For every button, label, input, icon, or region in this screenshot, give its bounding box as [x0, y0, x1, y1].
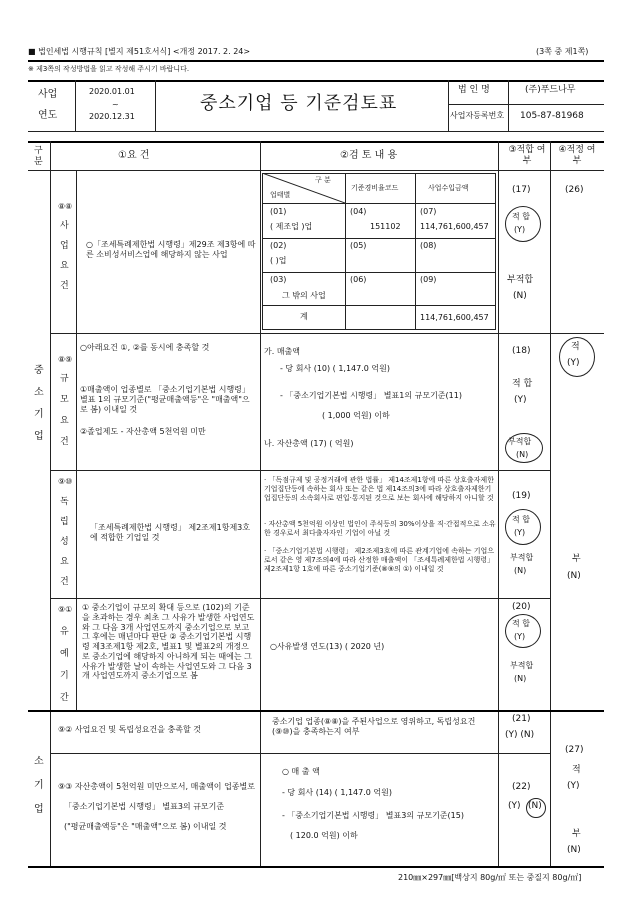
- row89-rev-a3: ( 1,000 억원) 이하: [322, 411, 390, 420]
- row93-fit-y: (Y): [508, 801, 521, 811]
- row93-rev-3: - 「중소기업기본법 시행령」 별표3의 규모기준(15): [282, 811, 464, 820]
- row93-fit-no: (22): [512, 782, 531, 792]
- r1-amount: 114,761,600,457: [420, 222, 489, 231]
- title-bottom-rule: [28, 131, 604, 132]
- row89-req-3: ②졸업제도 - 자산총액 5천억원 미만: [80, 427, 206, 436]
- total-label: 계: [300, 312, 308, 321]
- row89-fit2-ok: 적: [571, 342, 580, 352]
- instruction-note: ※ 제3쪽의 작성방법을 읽고 작성해 주시기 바랍니다.: [28, 65, 190, 73]
- table-col-code: 기준경비율코드: [351, 184, 399, 192]
- row89-req-1: ○아래요건 ①, ②를 동시에 충족할 것: [80, 343, 210, 352]
- row88-fit-ok-y: (Y): [514, 225, 526, 234]
- row92-fit2-ok-y: (Y): [567, 781, 580, 791]
- r1-code-no: (04): [350, 207, 367, 216]
- row92-requirement: ⑨② 사업요건 및 독립성요건을 충족할 것: [58, 725, 201, 734]
- row91-requirement: ① 중소기업이 규모의 확대 등으로 (102)의 기준을 초과하는 경우 최초 그 사유가 발생한 사업연도와 그 다음 3개 사업연도까지 중소기업으로 보고 그 후에는 매년마다 판단 ② 중소기업기본법 시행령 제3조제1항 제2호, 별표1 및 별표2의 개정으로 중소기업에 해당하지 아니하게 되는 때에는 그 사유가 발생한 날이 속하는 사업연도와 그 다음 3개 사업연도까지 중소기업으로 봄: [82, 603, 255, 681]
- col-fit: ③적합 여부: [508, 145, 546, 167]
- row89-rev-a: 가. 매출액: [264, 347, 300, 356]
- r3-type: 그 밖의 사업: [282, 291, 326, 300]
- row93-rev-1: ○ 매 출 액: [282, 767, 320, 776]
- row89-fit-bad-n: (N): [516, 450, 529, 459]
- row89-rev-a2: - 「중소기업기본법 시행령」 별표1의 규모기준(11): [280, 391, 462, 400]
- row90-fit-bad: 부적합: [510, 553, 534, 562]
- row90-rev-3: · 「중소기업기본법 시행령」 제2조제3호에 따른 관계기업에 속하는 기업으로서 같은 영 제7조의4에 따라 산정한 매출액이 「조세특례제한법 시행령」 제2조제1항 1호에 따른 중소기업기준(⑧⑨의 ①) 이내일 것: [264, 547, 495, 573]
- biz-no: 105-87-81968: [520, 111, 584, 121]
- row90-requirement: 「조세특례제한법 시행령」 제2조제1항제3호에 적합한 기업일 것: [90, 523, 251, 542]
- row91-fit-bad: 부적합: [510, 661, 534, 670]
- row89-req-2: ①매출액이 업종별로 「중소기업기본법 시행령」별표 1의 규모기준("평균매출액등"은 "매출액"으로 봄) 이내일 것: [80, 385, 250, 414]
- row92-fit2-no: (27): [565, 745, 584, 755]
- year-label-2: 연도: [38, 110, 58, 121]
- row90-fit-ok: 적 합: [512, 515, 530, 524]
- form-title: 중소기업 등 기준검토표: [200, 93, 398, 114]
- page-indicator: (3쪽 중 제1쪽): [536, 47, 589, 56]
- row90-fit-no: (19): [512, 491, 531, 501]
- row89-rev-a1: - 당 회사 (10) ( 1,147.0 억원): [280, 364, 390, 373]
- table-corner-bottom: 업태별: [270, 191, 291, 199]
- row93-req-2: 「중소기업기본법 시행령」 별표3의 규모기준: [64, 802, 225, 811]
- law-reference: ■ 법인세법 시행규칙 [별지 제51호서식] <개정 2017. 2. 24>: [28, 47, 251, 56]
- corp-name: (주)푸드나무: [525, 85, 576, 95]
- total-amount: 114,761,600,457: [420, 313, 489, 322]
- row91-fit-ok-y: (Y): [514, 632, 526, 641]
- row93-req-3: ("평균매출액등"은 "매출액"으로 봄) 이내일 것: [64, 822, 227, 831]
- row89-fit-ok-y: (Y): [514, 395, 527, 405]
- row93-fit2-bad-n: (N): [567, 845, 581, 855]
- r1-amt-no: (07): [420, 207, 437, 216]
- table-col-amount: 사업수입금액: [428, 184, 469, 192]
- col-requirement: ①요 건: [118, 150, 150, 161]
- row89-fit-no: (18): [512, 346, 531, 356]
- row93-fit-n: (N): [528, 801, 542, 811]
- row92-review: 중소기업 업종(⑧⑧)을 주된사업으로 영위하고, 독립성요건(⑨⑩)을 충족하는지 여부: [272, 717, 476, 736]
- row90-rev-2: · 자산총액 5천억원 이상인 법인이 주식등의 30%이상을 직·간접적으로 소유한 경우로서 최다출자자인 기업이 아닐 것: [264, 520, 496, 537]
- row92-fit-no: (21): [512, 714, 531, 724]
- row93-rev-2: - 당 회사 (14) ( 1,147.0 억원): [282, 788, 392, 797]
- r2-code-no: (05): [350, 241, 367, 250]
- row88-fit2-no: (26): [565, 185, 584, 195]
- year-to: 2020.12.31: [89, 112, 135, 121]
- col-review: ②검 토 내 용: [340, 150, 398, 161]
- row88-fit-ok: 적 합: [512, 212, 530, 221]
- row90-fit-ok-y: (Y): [514, 528, 526, 537]
- col-fit2: ④적정 여부: [558, 145, 596, 167]
- row90-fit2-bad-n: (N): [567, 571, 581, 581]
- row91-review: ○사유발생 연도(13) ( 2020 년): [270, 642, 385, 651]
- r1-no: (01): [270, 207, 287, 216]
- r1-type: ( 제조업 )업: [270, 222, 313, 231]
- row89-fit-bad: 부적합: [508, 437, 532, 446]
- row89-rev-b: 나. 자산총액 (17) ( 억원): [264, 439, 354, 448]
- main-top-rule: [28, 141, 604, 143]
- r1-code: 151102: [370, 222, 401, 231]
- row93-req-1: ⑨③ 자산총액이 5천억원 미만으로서, 매출액이 업종별로: [58, 782, 255, 791]
- r2-no: (02): [270, 241, 287, 250]
- row92-fit-yn: (Y) (N): [505, 730, 535, 740]
- row88-fit-bad: 부적합: [507, 275, 534, 285]
- row93-fit2-bad: 부: [572, 829, 581, 839]
- row89-fit-ok: 적 합: [512, 379, 533, 389]
- year-tilde: ~: [112, 100, 119, 109]
- top-rule: [28, 60, 604, 62]
- r3-code-no: (06): [350, 275, 367, 284]
- corp-name-label: 법 인 명: [458, 85, 490, 95]
- row88-fit-bad-n: (N): [513, 291, 527, 301]
- biz-no-label: 사업자등록번호: [450, 111, 505, 120]
- row90-fit-bad-n: (N): [514, 566, 527, 575]
- row89-fit2-ok-y: (Y): [567, 358, 580, 368]
- row90-rev-1: · 「독점규제 및 공정거래에 관한 법률」 제14조제1항에 따른 상호출자제한기업집단등에 속하는 회사 또는 같은 법 제14조의3에 따라 상호출자제한기업집단등의 소속회사로 편입·통지된 것으로 보는 회사에 해당하지 아니할 것: [264, 476, 494, 502]
- year-label-1: 사업: [38, 89, 58, 100]
- r2-type: ( )업: [270, 256, 287, 265]
- col-category: 구분: [34, 146, 43, 167]
- row88-fit-no: (17): [512, 185, 531, 195]
- row90-fit2-bad: 부: [572, 554, 581, 564]
- r2-amt-no: (08): [420, 241, 437, 250]
- year-from: 2020.01.01: [89, 87, 135, 96]
- r3-amt-no: (09): [420, 275, 437, 284]
- sme-section-label: 중 소 기 업: [34, 365, 44, 442]
- small-section-label: 소 기 업: [34, 756, 44, 815]
- title-top-rule: [28, 80, 604, 82]
- table-corner-top: 구 분: [315, 176, 331, 184]
- r3-no: (03): [270, 275, 287, 284]
- row88-requirement: ○「조세특례제한법 시행령」제29조 제3항에 따른 소비성서비스업에 해당하지 않는 사업: [86, 240, 256, 259]
- row93-rev-4: ( 120.0 억원) 이하: [290, 831, 358, 840]
- row91-fit-no: (20): [512, 602, 531, 612]
- row91-fit-bad-n: (N): [514, 674, 527, 683]
- paper-spec-footer: 210㎜×297㎜[백상지 80g/㎡ 또는 중질지 80g/㎡]: [398, 873, 582, 882]
- row92-fit2-ok: 적: [572, 765, 581, 775]
- row91-fit-ok: 적 합: [512, 619, 530, 628]
